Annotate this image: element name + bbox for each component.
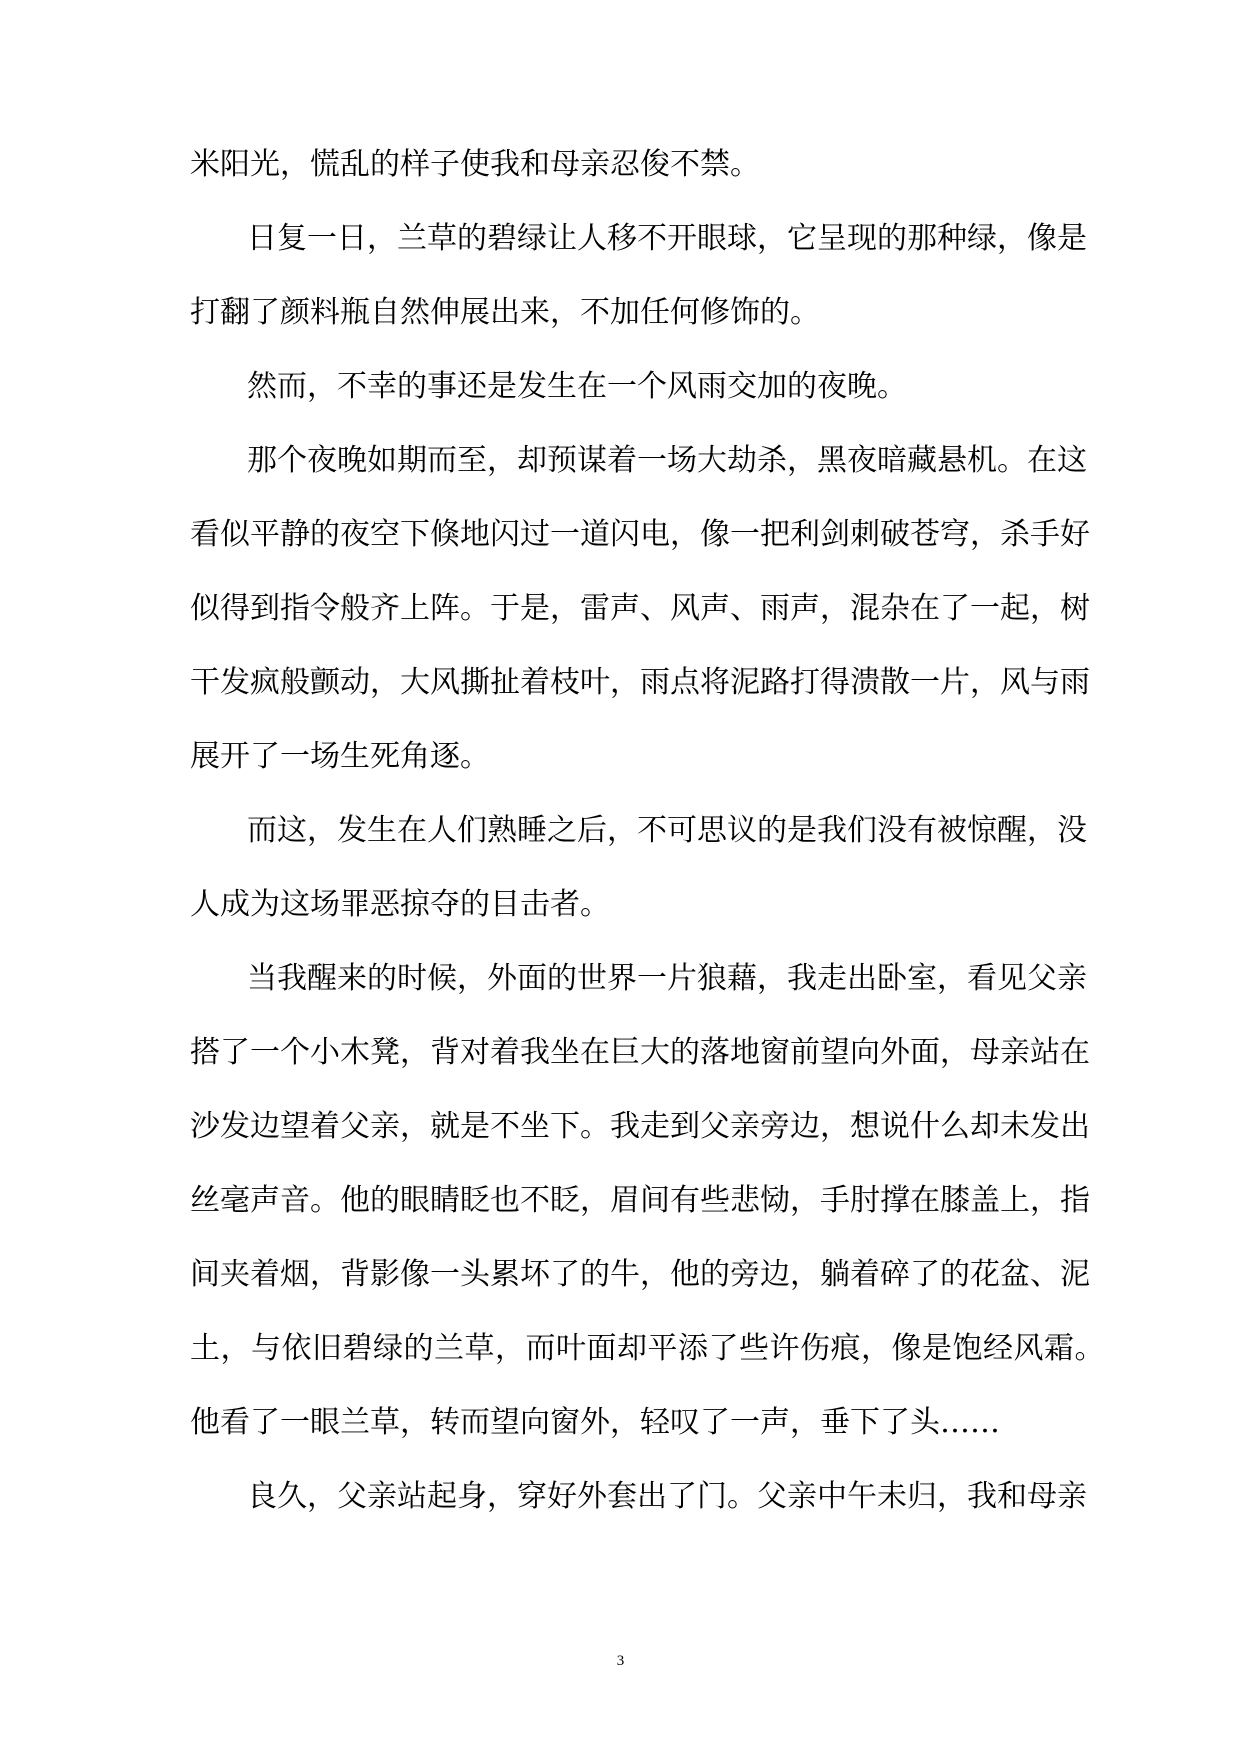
paragraph-start-line: 然而，不幸的事还是发生在一个风雨交加的夜晚。 [247, 369, 907, 404]
text-line: 人成为这场罪恶掠夺的目击者。 [190, 887, 610, 922]
text-line: 丝毫声音。他的眼睛眨也不眨，眉间有些悲恸，手肘撑在膝盖上，指 [190, 1183, 1090, 1218]
text-line: 似得到指令般齐上阵。于是，雷声、风声、雨声，混杂在了一起，树 [190, 591, 1090, 626]
text-line: 间夹着烟，背影像一头累坏了的牛，他的旁边，躺着碎了的花盆、泥 [190, 1257, 1090, 1292]
paragraph-start-line: 那个夜晚如期而至，却预谋着一场大劫杀，黑夜暗藏悬机。在这 [247, 443, 1087, 478]
paragraph-start-line: 日复一日，兰草的碧绿让人移不开眼球，它呈现的那种绿，像是 [247, 221, 1087, 256]
text-line: 打翻了颜料瓶自然伸展出来，不加任何修饰的。 [190, 295, 820, 330]
body-text [190, 128, 1105, 1534]
text-line: 米阳光，慌乱的样子使我和母亲忍俊不禁。 [190, 147, 760, 182]
text-line: 沙发边望着父亲，就是不坐下。我走到父亲旁边，想说什么却未发出 [190, 1109, 1090, 1144]
paragraph-start-line: 良久，父亲站起身，穿好外套出了门。父亲中午未归，我和母亲 [247, 1479, 1087, 1514]
paragraph-start-line: 而这，发生在人们熟睡之后，不可思议的是我们没有被惊醒，没 [247, 813, 1087, 848]
text-line: 看似平静的夜空下倏地闪过一道闪电，像一把利剑刺破苍穹，杀手好 [190, 517, 1090, 552]
text-line: 他看了一眼兰草，转而望向窗外，轻叹了一声，垂下了头…… [190, 1405, 1000, 1440]
paragraph-start-line: 当我醒来的时候，外面的世界一片狼藉，我走出卧室，看见父亲 [247, 961, 1087, 996]
text-line: 土，与依旧碧绿的兰草，而叶面却平添了些许伤痕，像是饱经风霜。 [190, 1331, 1105, 1366]
page-number: 3 [616, 1653, 625, 1669]
text-line: 搭了一个小木凳，背对着我坐在巨大的落地窗前望向外面，母亲站在 [190, 1035, 1090, 1070]
text-line: 展开了一场生死角逐。 [190, 739, 490, 774]
text-line: 干发疯般颤动，大风撕扯着枝叶，雨点将泥路打得溃散一片，风与雨 [190, 665, 1090, 700]
